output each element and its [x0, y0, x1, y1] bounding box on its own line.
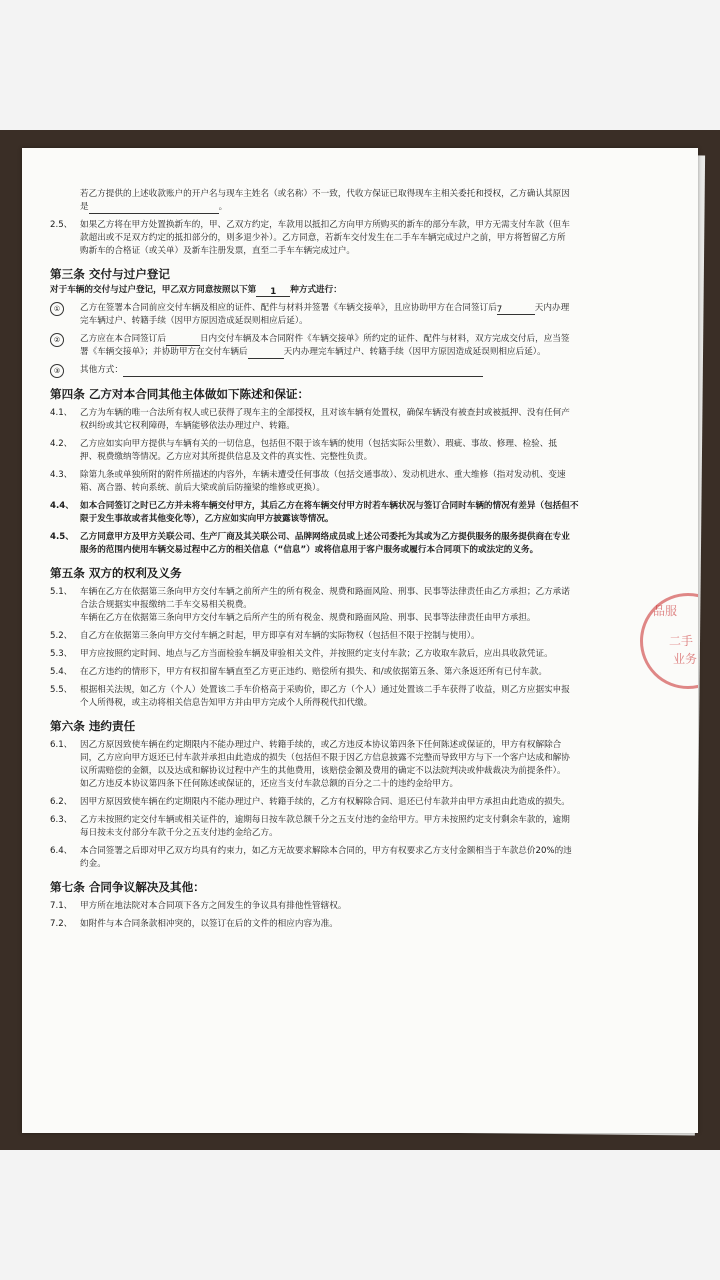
clause-6-2: 6.2、 因甲方原因致使车辆在约定期限内不能办理过户、转籍手续的，乙方有权解除合同、退还已付车款并由甲方承担由此造成的损失。 [50, 797, 570, 807]
red-seal-stamp: 品服 二手 业务 [640, 593, 698, 689]
clause-4-2: 4.2、 乙方应如实向甲方提供与车辆有关的一切信息，包括但不限于该车辆的使用（包括实际公里数）、瑕疵、事故、修理、检验、抵 押、税费缴纳等情况。乙方应对其所提供信息及文件的真实性、完整性负责。 [50, 439, 557, 462]
blank-line [89, 203, 219, 214]
clause-5-5: 5.5、 根据相关法规，如乙方（个人）处置该二手车价格高于采购价，即乙方（个人）通过处置该二手车获得了收益，则乙方应据实申报 个人所得税，或主动将相关信息告知甲方并由甲方完成个人所得税代扣代缴。 [50, 685, 570, 708]
clause-5-2: 5.2、 自乙方在依据第三条向甲方交付车辆之时起，甲方即享有对车辆的实际物权（包括但不限于控制与使用）。 [50, 631, 480, 641]
option-3: ③ 其他方式： [50, 364, 682, 378]
section-6-title: 第六条 违约责任 [50, 719, 136, 733]
option-1: ① 乙方在签署本合同前应交付车辆及相应的证件、配件与材料并签署《车辆交接单》，且应协助甲方在合同签订后7 天内办理 完车辆过户、转籍手续（因甲方原因造成延误则相应后延）。 [50, 302, 682, 328]
clause-6-1: 6.1、 因乙方原因致使车辆在约定期限内不能办理过户、转籍手续的，或乙方违反本协议第四条下任何陈述或保证的，甲方有权解除合 同，乙方应向甲方返还已付车款并承担由此造成的损失（包括但不限于因乙方信息披露不完整而导致甲方与下一个客户达成和解协 议所需赔偿的金额，以及达成和解协议过程中产生的其他费用，该赔偿金额及费用的确定不以法院判决或仲裁裁决为前提条件）。 如乙方违反本协议第四条下任何陈述或保证的，还应当支付车款总额的百分之二十的违约金给甲方。 [50, 740, 570, 789]
clause-4-3: 4.3、 除第九条或单独所附的附件所描述的内容外，车辆未遭受任何事故（包括交通事故）、发动机进水、重大维修（指对发动机、变速 箱、离合器、转向系统、前后大梁或前后防撞梁的维修或更换）。 [50, 470, 566, 493]
clause-6-4: 6.4、 本合同签署之后即对甲乙双方均具有约束力，如乙方无故要求解除本合同的，甲方有权要求乙方支付金额相当于车款总价20%的违 约金。 [50, 846, 572, 869]
continued-paragraph: 若乙方提供的上述收款账户的开户名与现车主姓名（或名称）不一致，代收方保证已取得现车主相关委托和授权，乙方确认其原因 是 。 [80, 189, 570, 212]
clause-7-1: 7.1、 甲方所在地法院对本合同项下各方之间发生的争议具有排他性管辖权。 [50, 901, 347, 911]
section-7-title: 第七条 合同争议解决及其他： [50, 880, 205, 894]
clause-6-3: 6.3、 乙方未按照约定交付车辆或相关证件的，逾期每日按车款总额千分之五支付违约金给甲方。甲方未按照约定支付剩余车款的，逾期 每日按未支付部分车款千分之五支付违约金给乙方。 [50, 815, 570, 838]
clause-5-4: 5.4、 在乙方违约的情形下，甲方有权扣留车辆直至乙方更正违约、赔偿所有损失、和/或依据第五条、第六条返还所有已付车款。 [50, 667, 547, 677]
document-photo [0, 130, 720, 1150]
section-3-intro: 对于车辆的交付与过户登记，甲乙双方同意按照以下第 1 种方式进行： [50, 285, 342, 297]
section-5-title: 第五条 双方的权利及义务 [50, 566, 182, 580]
section-4-title: 第四条 乙方对本合同其他主体做如下陈述和保证： [50, 387, 310, 401]
contract-page [22, 148, 698, 1133]
clause-4-1: 4.1、 乙方为车辆的唯一合法所有权人或已获得了现车主的全部授权，且对该车辆有处置权，确保车辆没有被查封或被抵押、没有任何产 权纠纷或其它权利障碍，车辆能够依法办理过户、转籍。 [50, 408, 570, 431]
clause-4-5: 4.5、 乙方同意甲方及甲方关联公司、生产厂商及其关联公司、品牌网络成员或上述公司委托为其或为乙方提供服务的服务提供商在专业 服务的范围内使用车辆交易过程中乙方的相关信息（“信息”）或将信息用于客户服务或履行本合同项下的或法定的义务。 [50, 532, 570, 555]
section-3-title: 第三条 交付与过户登记 [50, 267, 170, 281]
clause-5-3: 5.3、 甲方应按照约定时间、地点与乙方当面检验车辆及审验相关文件，并按照约定支付车款；乙方收取车款后，应出具收款凭证。 [50, 649, 553, 659]
clause-5-1: 5.1、 车辆在乙方在依据第三条向甲方交付车辆之前所产生的所有税金、规费和路面风险、刑事、民事等法律责任由乙方承担；乙方承诺 合法合规据实申报缴纳二手车交易相关税费。 车辆在乙方在依据第三条向甲方交付车辆之后所产生的所有税金、规费和路面风险、刑事、民事等法律责任由甲方承担。 [50, 587, 570, 623]
bottom-margin [0, 1150, 720, 1280]
clause-2-5: 2.5、 如果乙方将在甲方处置换新车的，甲、乙双方约定，车款用以抵扣乙方向甲方所购买的新车的部分车款，甲方无需支付车款（但车 款超出或不足双方约定的抵扣部分的，则多退少补）。乙方同意，若新车交付发生在二手车车辆完成过户之前，甲方将暂留乙方所 购新车的合格证（或关单）及新车注册发票，直至二手车车辆完成过户。 [50, 220, 570, 256]
top-margin [0, 0, 720, 130]
clause-4-4: 4.4、 如本合同签订之时已乙方并未将车辆交付甲方，其后乙方在将车辆交付甲方时若车辆状况与签订合同时车辆的情况有差异（包括但不 限于发生事故或者其他变化等），乙方应如实向甲方披露该等情况。 [50, 501, 579, 524]
option-2: ② 乙方应在本合同签订后 日内交付车辆及本合同附件《车辆交接单》所约定的证件、配件与材料，双方完成交付后，应当签 署《车辆交接单》；并协助甲方在交付车辆后 天内办理完车辆过户、转籍手续（因甲方原因造成延误则相应后延）。 [50, 333, 682, 359]
clause-7-2: 7.2、 如附件与本合同条款相冲突的，以签订在后的文件的相应内容为准。 [50, 919, 338, 929]
contract-text [50, 188, 682, 931]
